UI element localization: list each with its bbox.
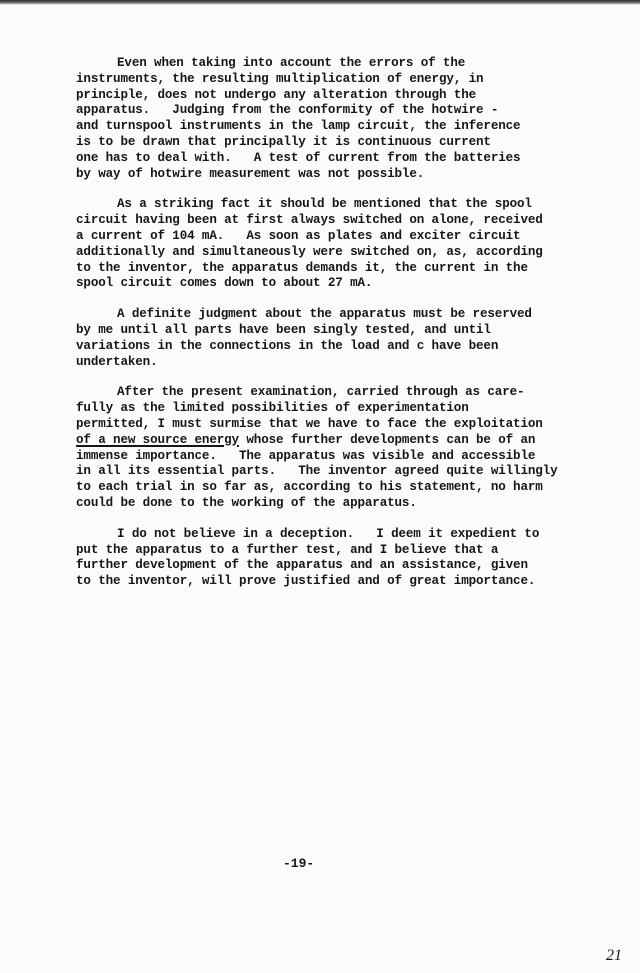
text-line: in all its essential parts. The inventor agreed quite willingly (76, 464, 558, 479)
text-line: circuit having been at first always switched on alone, received (76, 213, 543, 228)
text-line: Even when taking into account the errors of the (117, 56, 466, 70)
handwritten-folio-number: 21 (606, 947, 622, 964)
text-line: put the apparatus to a further test, and I believe that a (76, 542, 499, 557)
text-line: to each trial in so far as, according to his statement, no harm (76, 480, 543, 495)
text-line: immense importance. The apparatus was visible and accessible (76, 448, 536, 463)
paragraph (76, 307, 596, 370)
text-line-with-underline: of a new source energy whose further developments can be of an (76, 432, 536, 447)
text-line: A definite judgment about the apparatus must be reserved (117, 307, 532, 322)
text-line: variations in the connections in the load and c have been (76, 338, 499, 353)
text-line: and turnspool instruments in the lamp circuit, the inference (76, 119, 521, 134)
paragraph (76, 527, 596, 590)
text-line: spool circuit comes down to about 27 mA. (76, 276, 373, 291)
text-line: I do not believe in a deception. I deem it expedient to (117, 526, 540, 541)
text-line: instruments, the resulting multiplication of energy, in (76, 71, 484, 86)
paragraph (76, 385, 596, 511)
text-line: a current of 104 mA. As soon as plates and exciter circuit (76, 228, 521, 243)
text-line: fully as the limited possibilities of experimentation (76, 401, 469, 416)
text-line: additionally and simultaneously were switched on, as, according (76, 244, 543, 259)
text-line: further development of the apparatus and an assistance, given (76, 558, 528, 573)
underlined-phrase: of a new source energy (76, 432, 239, 447)
page-number: -19- (283, 856, 315, 871)
text-line: undertaken. (76, 354, 158, 369)
text-line: As a striking fact it should be mentioned that the spool (117, 197, 532, 212)
paragraph (76, 197, 596, 292)
paragraph (76, 56, 596, 182)
text-line: apparatus. Judging from the conformity of the hotwire - (76, 103, 499, 118)
text-line: After the present examination, carried through as care- (117, 385, 525, 400)
text-line: by me until all parts have been singly tested, and until (76, 322, 491, 337)
text-line: by way of hotwire measurement was not possible. (76, 166, 425, 181)
text-line: could be done to the working of the apparatus. (76, 495, 417, 510)
text-line: one has to deal with. A test of current from the batteries (76, 150, 521, 165)
text-line: permitted, I must surmise that we have to face the exploitation (76, 416, 543, 431)
text-line: to the inventor, the apparatus demands it, the current in the (76, 260, 528, 275)
document-body (76, 56, 596, 605)
page-top-edge (0, 0, 640, 5)
text-line: to the inventor, will prove justified and of great importance. (76, 574, 536, 589)
text-line: principle, does not undergo any alteration through the (76, 87, 477, 102)
text-line: is to be drawn that principally it is continuous current (76, 134, 491, 149)
